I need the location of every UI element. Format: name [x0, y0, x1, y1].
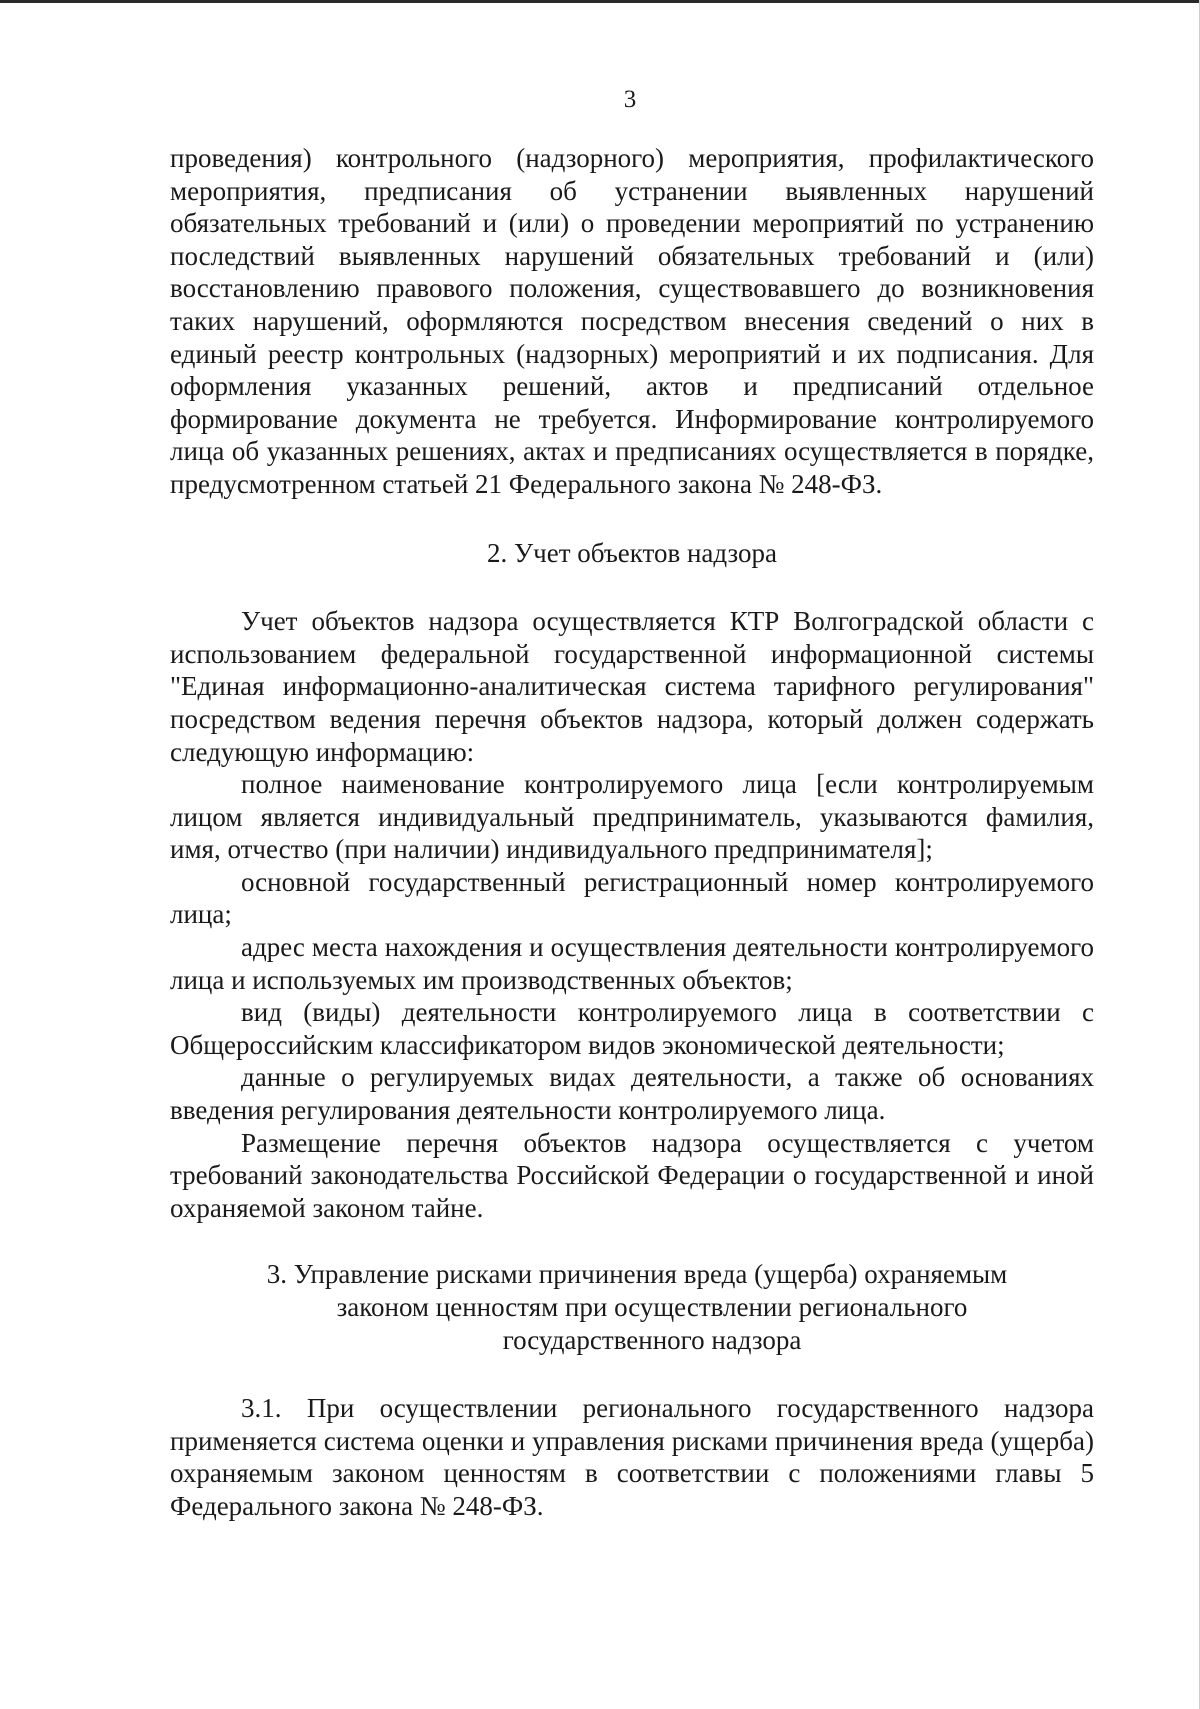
- section-3-heading: [170, 1258, 1094, 1356]
- document-body: [170, 142, 1094, 1523]
- scan-top-edge: [0, 0, 1200, 3]
- section-2-closing: Размещение перечня объектов надзора осуществляется с учетом требований законодательства Российской Федерации о государственной и иной охраняемой законом тайне.: [170, 1127, 1094, 1223]
- section-2-heading: 2. Учет объектов надзора: [487, 537, 777, 568]
- list-item-address: адрес места нахождения и осуществления деятельности контролируемого лица и используемых им производственных объектов;: [170, 932, 1094, 995]
- section-3-heading-line-2: законом ценностям при осуществлении регионального: [336, 1292, 968, 1322]
- continued-paragraph: проведения) контрольного (надзорного) мероприятия, профилактического мероприятия, предписания об устранении выявленных нарушений обязательных требований и (или) о проведении мероприятий по устранению последствий выявленных нарушений обязательных требований и (или) восстановлению правового положения, существовавшего до возникновения таких нарушений, оформляются посредством внесения сведений о них в единый реестр контрольных (надзорных) мероприятий и их подписания. Для оформления указанных решений, актов и предписаний отдельное формирование документа не требуется. Информирование контролируемого лица об указанных решениях, актах и предписаниях осуществляется в порядке, предусмотренном статьей 21 Федерального закона № 248-ФЗ.: [170, 143, 1094, 499]
- section-3-heading-line-3: государственного надзора: [502, 1324, 802, 1355]
- list-item-ogrn: основной государственный регистрационный номер контролируемого лица;: [170, 866, 1094, 930]
- section-2-intro: Учет объектов надзора осуществляется КТР Волгоградской области с использованием федеральной государственной информационной системы "Единая информационно-аналитическая система тарифного регулирования" посредством ведения перечня объектов надзора, который должен содержать следующую информацию:: [170, 606, 1094, 767]
- paragraph-3-1: 3.1. При осуществлении регионального государственного надзора применяется система оценки и управления рисками причинения вреда (ущерба) охраняемым законом ценностям в соответствии с положениями главы 5 Федерального закона № 248-ФЗ.: [170, 1393, 1094, 1521]
- list-item-activity-type: вид (виды) деятельности контролируемого лица в соответствии с Общероссийским классификатором видов экономической деятельности;: [170, 997, 1094, 1060]
- list-item-regulated-activity: данные о регулируемых видах деятельности, а также об основаниях введения регулирования деятельности контролируемого лица.: [170, 1062, 1094, 1126]
- page-number: 3: [623, 86, 637, 113]
- section-3-heading-line-1: 3. Управление рисками причинения вреда (ущерба) охраняемым: [266, 1259, 1008, 1290]
- list-item-full-name: полное наименование контролируемого лица [если контролируемым лицом является индивидуальный предприниматель, указываются фамилия, имя, отчество (при наличии) индивидуального предпринимателя];: [170, 769, 1094, 865]
